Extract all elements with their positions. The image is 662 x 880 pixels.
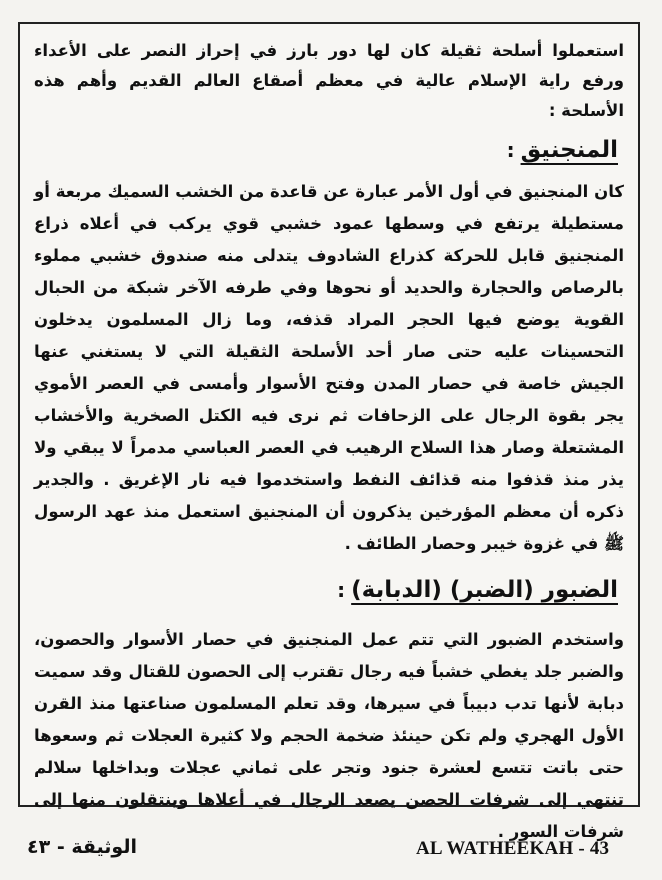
section2-paragraph: واستخدم الضبور التي تتم عمل المنجنيق في حصار الأسوار والحصون، والضبر جلد يغطي خشباً فيه رجال تقترب إلى الحصون للقتال وقد سميت دبابة لأنها تدب دبيباً في سيرها، وقد تعلم المسلمون صناعتها منذ القرن الأول الهجري ولم تكن حينئذ ضخمة الحجم ولا كثيرة العجلات ثم وسعوها حتى باتت تتسع لعشرة جنود وتجر على ثماني عجلات وبداخلها سلالم تنتهي إلى شرفات الحصن يصعد الرجال في أعلاها وينتقلون منها إلى شرفات السور . <box>34 630 624 841</box>
article-body <box>34 36 624 848</box>
footer-arabic-page-label: الوثيقة - ٤٣ <box>27 836 137 858</box>
section2-heading <box>34 570 624 610</box>
page-frame <box>18 22 640 841</box>
section2-title: الضبور (الضبر) (الدبابة) <box>351 577 618 603</box>
section1-heading <box>34 130 624 170</box>
intro-paragraph: استعملوا أسلحة ثقيلة كان لها دور بارز في إحراز النصر على الأعداء ورفع راية الإسلام عالية في معظم أصقاع العالم القديم وأهم هذه الأسلحة : <box>34 41 624 120</box>
section1-title: المنجنيق <box>520 137 618 163</box>
section1-paragraph: كان المنجنيق في أول الأمر عبارة عن قاعدة من الخشب السميك مربعة أو مستطيلة يرتفع في وسطها عمود خشبي قوي يركب في أعلاه ذراع المنجنيق قابل للحركة كذراع الشادوف يتدلى منه صندوق خشبي مملوء بالرصاص والحجارة والحديد أو نحوها وفي طرفه الآخر شبكة من الحبال القوية يوضع فيها الحجر المراد قذفه، وما زال المسلمون يدخلون التحسينات عليه حتى صار أحد الأسلحة الثقيلة التي لا يستغني عنها الجيش خاصة في حصار المدن وفتح الأسوار وأمسى في العصر الأموي يجر بقوة الرجال على الزحافات ثم نرى فيه الكتل الصخرية والأخشاب المشتعلة وصار هذا السلاح الرهيب في العصر العباسي مدمراً لا يبقي ولا يذر منذ قذفوا منه قذائف النفط واستخدموا فيه نار الإغريق . والجدير ذكره أن معظم المؤرخين يذكرون أن المنجنيق استعمل منذ عهد الرسول ﷺ في غزوة خيبر وحصار الطائف . <box>34 182 624 553</box>
footer-english-page-label: AL WATHEEKAH - 43 <box>416 838 610 859</box>
section2-colon: : <box>337 578 346 602</box>
page-footer <box>0 838 662 862</box>
section1-colon: : <box>506 138 515 162</box>
